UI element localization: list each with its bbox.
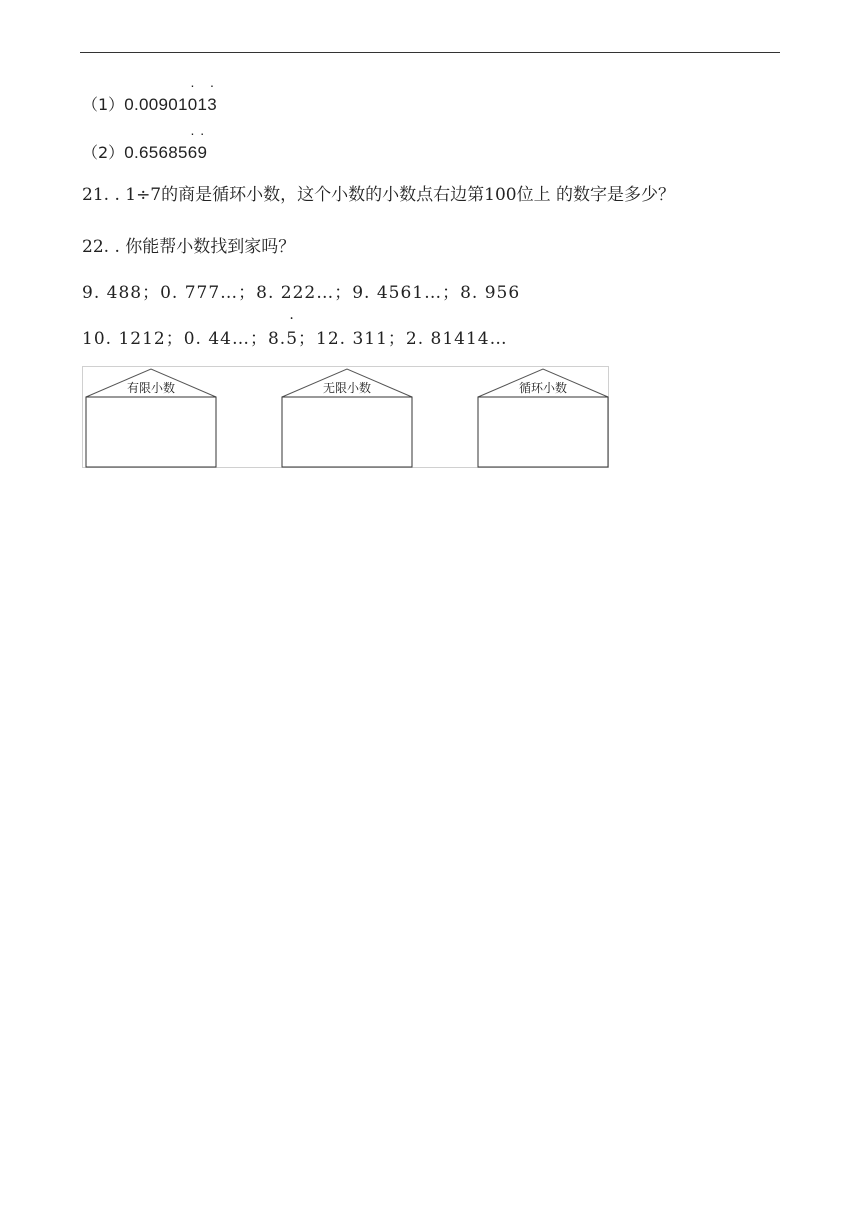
question-21: 21. . 1÷7的商是循环小数，这个小数的小数点右边第100位上 的数字是多少？: [82, 185, 675, 205]
q22-list-2-part-a: 10. 1212；0. 44…；8.: [82, 329, 287, 349]
item-2-number: [124, 143, 207, 162]
house-finite-decimals: [85, 367, 217, 469]
header-rule: [80, 52, 780, 53]
item-1: [82, 94, 217, 116]
item-2-prefix: （2）: [82, 143, 125, 162]
item-2-repeat-start-digit: · 6: [188, 142, 198, 164]
q22-number-list-2: [82, 328, 508, 350]
item-1-digits: 0.00901: [124, 95, 188, 114]
house-infinite-label: 无限小数: [322, 381, 371, 395]
item-1-repeat-start-digit: · 0: [188, 94, 198, 116]
houses-panel: [82, 366, 609, 468]
house-repeating-label: 循环小数: [518, 381, 567, 395]
item-2: [82, 142, 207, 164]
item-2-digits: 0.65685: [124, 143, 188, 162]
question-22: 22. . 你能帮小数找到家吗？: [82, 237, 296, 257]
item-1-repeat-end-digit: · 3: [207, 94, 217, 116]
item-1-number: [124, 95, 217, 114]
house-repeating-decimals: [477, 367, 609, 469]
house-finite-label: 有限小数: [126, 381, 175, 395]
q22-list-2-part-b: ；12. 311；2. 81414…: [298, 329, 508, 349]
q22-list-2-repeat-digit: · 5: [286, 328, 298, 350]
q22-number-list-1: 9. 488；0. 777…；8. 222…；9. 4561…；8. 956: [82, 283, 521, 303]
item-2-repeat-end-digit: · 9: [198, 142, 208, 164]
item-1-prefix: （1）: [82, 95, 125, 114]
house-infinite-decimals: [281, 367, 413, 469]
item-1-mid: 1: [197, 95, 208, 114]
